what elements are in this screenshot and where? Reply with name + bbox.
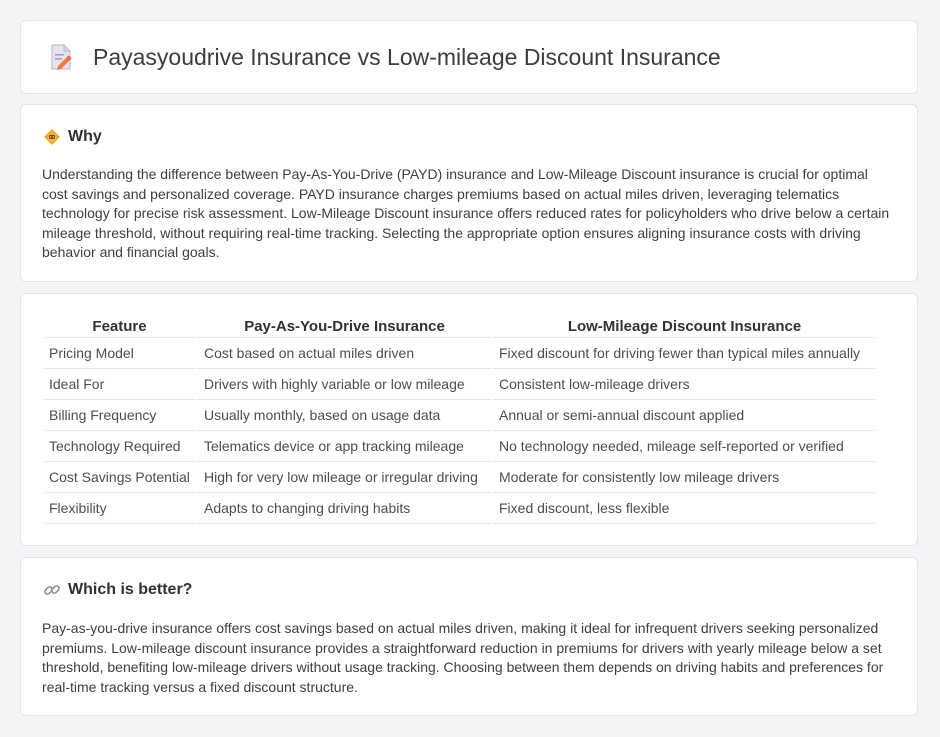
table-cell: Adapts to changing driving habits [197, 493, 492, 524]
table-cell: High for very low mileage or irregular driving [197, 462, 492, 493]
table-cell: Moderate for consistently low mileage drivers [492, 462, 877, 493]
document-edit-icon [49, 43, 73, 71]
link-icon [43, 581, 61, 599]
table-header-row [43, 315, 877, 338]
table-cell: Consistent low-mileage drivers [492, 369, 877, 400]
table-row [43, 493, 877, 524]
table-cell: Technology Required [43, 431, 197, 462]
table-cell: Billing Frequency [43, 400, 197, 431]
page-title: Payasyoudrive Insurance vs Low-mileage Discount Insurance [93, 43, 721, 70]
table-cell: Telematics device or app tracking mileage [197, 431, 492, 462]
comparison-table [43, 315, 878, 524]
why-section [20, 104, 918, 282]
better-text: Pay-as-you-drive insurance offers cost savings based on actual miles driven, making it ideal for infrequent drivers seeking personalized premiums. Low-mileage discount insurance provides a straightforward reduction in premiums for drivers with yearly mileage below a set threshold, benefiting low-mileage drivers without usage tracking. Choosing between them depends on driving habits and preferences for real-time tracking versus a fixed discount structure. [42, 620, 884, 695]
table-row [43, 338, 877, 369]
table-cell: Ideal For [43, 369, 197, 400]
header-card [20, 20, 918, 94]
diamond-warning-icon [43, 128, 61, 146]
column-header-feature: Feature [43, 315, 197, 338]
table-cell: No technology needed, mileage self-reported or verified [492, 431, 877, 462]
column-header-payd: Pay-As-You-Drive Insurance [197, 315, 492, 338]
better-heading [43, 581, 192, 599]
table-cell: Cost based on actual miles driven [197, 338, 492, 369]
table-row [43, 431, 877, 462]
table-row [43, 400, 877, 431]
title-row [49, 43, 721, 71]
why-text: Understanding the difference between Pay-As-You-Drive (PAYD) insurance and Low-Mileage Discount insurance is crucial for optimal cost savings and personalized coverage. PAYD insurance charges premiums based on actual miles driven, leveraging telematics technology for precise risk assessment. Low-Mileage Discount insurance offers reduced rates for policyholders who drive below a certain mileage threshold, without requiring real-time tracking. Selecting the appropriate option ensures aligning insurance costs with driving behavior and financial goals. [42, 166, 890, 260]
better-title: Which is better? [68, 581, 193, 598]
table-cell: Cost Savings Potential [43, 462, 197, 493]
table-cell: Drivers with highly variable or low mileage [197, 369, 492, 400]
comparison-section [20, 293, 918, 546]
which-is-better-section [20, 557, 918, 716]
table-cell: Flexibility [43, 493, 197, 524]
table-cell: Fixed discount, less flexible [492, 493, 877, 524]
table-cell: Usually monthly, based on usage data [197, 400, 492, 431]
why-heading [43, 128, 102, 146]
table-cell: Fixed discount for driving fewer than typical miles annually [492, 338, 877, 369]
table-cell: Pricing Model [43, 338, 197, 369]
table-row [43, 462, 877, 493]
table-cell: Annual or semi-annual discount applied [492, 400, 877, 431]
why-title: Why [68, 128, 102, 145]
table-row [43, 369, 877, 400]
column-header-low-mileage: Low-Mileage Discount Insurance [492, 315, 877, 338]
